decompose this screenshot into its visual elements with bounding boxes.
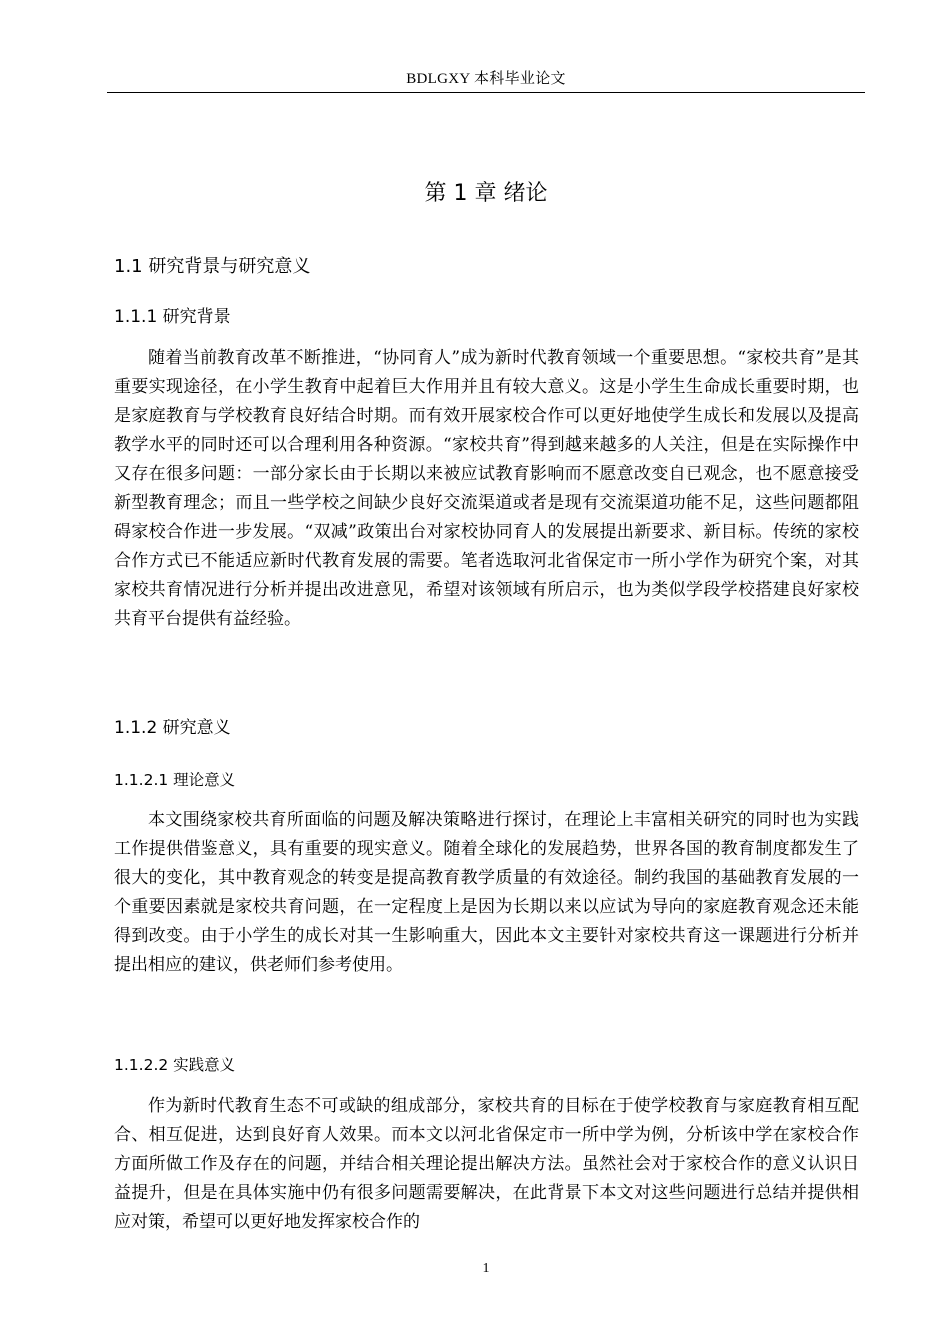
page-number: 1 — [482, 1261, 490, 1276]
header-rule — [107, 92, 865, 93]
section-heading-1-1-2-1: 1.1.2.1 理论意义 — [114, 771, 236, 789]
paragraph-theoretical-significance: 本文围绕家校共育所面临的问题及解决策略进行探讨，在理论上丰富相关研究的同时也为实践工作提供借鉴意义，具有重要的现实意义。随着全球化的发展趋势，世界各国的教育制度都发生了很大的变化，其中教育观念的转变是提高教育教学质量的有效途径。制约我国的基础教育发展的一个重要因素就是家校共育问题，在一定程度上是因为长期以来以应试为导向的家庭教育观念还未能得到改变。由于小学生的成长对其一生影响重大，因此本文主要针对家校共育这一课题进行分析并提出相应的建议，供老师们参考使用。 — [114, 810, 859, 975]
section-heading-1-1-2: 1.1.2 研究意义 — [114, 718, 231, 738]
section-heading-1-1-2-2: 1.1.2.2 实践意义 — [114, 1056, 236, 1074]
paragraph-practical-significance: 作为新时代教育生态不可或缺的组成部分，家校共育的目标在于使学校教育与家庭教育相互配合、相互促进，达到良好育人效果。而本文以河北省保定市一所中学为例，分析该中学在家校合作方面所做工作及存在的问题，并结合相关理论提出解决方法。虽然社会对于家校合作的意义认识日益提升，但是在具体实施中仍有很多问题需要解决，在此背景下本文对这些问题进行总结并提供相应对策，希望可以更好地发挥家校合作的 — [114, 1096, 859, 1232]
chapter-title: 第 1 章 绪论 — [424, 181, 548, 206]
section-heading-1-1-1: 1.1.1 研究背景 — [114, 307, 231, 327]
running-header: BDLGXY 本科毕业论文 — [406, 71, 566, 87]
section-heading-1-1: 1.1 研究背景与研究意义 — [114, 256, 311, 277]
paragraph-research-background: 随着当前教育改革不断推进，“协同育人”成为新时代教育领域一个重要思想。“家校共育”是其重要实现途径，在小学生教育中起着巨大作用并且有较大意义。这是小学生生命成长重要时期，也是家庭教育与学校教育良好结合时期。而有效开展家校合作可以更好地使学生成长和发展以及提高教学水平的同时还可以合理利用各种资源。“家校共育”得到越来越多的人关注，但是在实际操作中又存在很多问题：一部分家长由于长期以来被应试教育影响而不愿意改变自已观念，也不愿意接受新型教育理念；而且一些学校之间缺少良好交流渠道或者是现有交流渠道功能不足，这些问题都阻碍家校合作进一步发展。“双减”政策出台对家校协同育人的发展提出新要求、新目标。传统的家校合作方式已不能适应新时代教育发展的需要。笔者选取河北省保定市一所小学作为研究个案，对其家校共育情况进行分析并提出改进意见，希望对该领域有所启示，也为类似学段学校搭建良好家校共育平台提供有益经验。 — [114, 348, 859, 629]
